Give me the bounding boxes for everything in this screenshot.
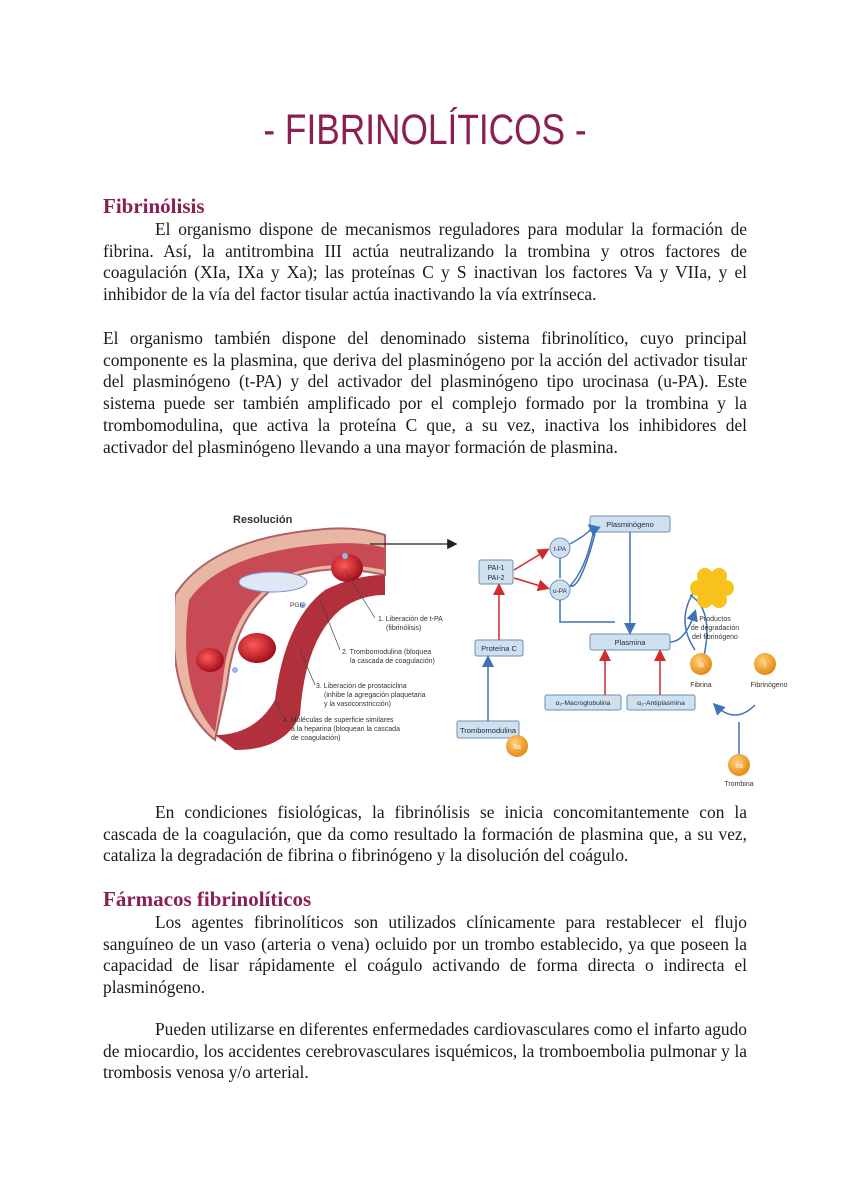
productos-label-3: del fibrinógeno [692, 634, 738, 641]
fibrinogeno-label: Fibrinógeno [750, 682, 788, 689]
section-heading-farmacos: Fármacos fibrinolíticos [103, 887, 312, 911]
vessel-label-4c: de coagulación) [291, 735, 341, 742]
fibrinolysis-figure [175, 500, 795, 795]
vessel-label-4a: 4. Moléculas de superficie similares [283, 717, 394, 724]
paragraph-usos-clinicos: Pueden utilizarse en diferentes enfermedades cardiovasculares como el infarto agudo de miocardio, los accidentes cerebrovasculares isquémicos, la tromboembolia pulmonar y la trombosis venosa y/o arterial. [103, 1019, 747, 1083]
vessel-label-1b: (fibrinólisis) [386, 625, 422, 632]
trombomodulina-label: Trombomodulina [460, 726, 516, 735]
i-label: I [764, 662, 766, 669]
vessel-label-3b: (inhibe la agregación plaquetaria [324, 692, 426, 699]
vessel-label-1a: 1. Liberación de t-PA [378, 616, 443, 623]
macroglobulina-label: α₂-Macroglobulina [555, 700, 611, 707]
antiplasmina-label: α₂-Antiplasmina [637, 700, 685, 707]
ia-label: Ia [698, 662, 704, 669]
paragraph-mecanismos: El organismo dispone de mecanismos reguladores para modular la formación de fibrina. Así, la antitrombina III actúa neutralizando la trombina y otros factores de coagulación (XIa, IXa y Xa); las proteínas C y S inactivan los factores Va y VIIa, y el inhibidor de la vía del factor tisular actúa inactivando la vía extrínseca. [103, 219, 747, 305]
pai2-label: PAI-2 [487, 575, 505, 582]
vessel-label-3a: 3. Liberación de prostaciclina [316, 683, 407, 690]
fibrina-label: Fibrina [690, 682, 712, 689]
vessel-label-4b: a la heparina (bloquean la cascada [291, 726, 400, 733]
vessel-label-3c: y la vasoconstricción) [324, 701, 391, 708]
iia-thrombin-label: IIa [735, 763, 743, 770]
page-title: - FIBRINOLÍTICOS - [263, 106, 587, 154]
proteina-c-label: Proteína C [481, 644, 517, 653]
productos-label-1: Productos [699, 616, 731, 623]
figure-title: Resolución [233, 514, 293, 526]
section-heading-fibrinolisis: Fibrinólisis [103, 194, 205, 218]
pai1-label: PAI-1 [487, 565, 505, 572]
iia-label: IIa [513, 744, 521, 751]
paragraph-agentes-fibrinoliticos: Los agentes fibrinolíticos son utilizados clínicamente para restablecer el flujo sanguíneo de un vaso (arteria o vena) ocluido por un trombo establecido, ya que poseen la capacidad de lisar rápidamente el coágulo activando de forma directa o indirecta el plasminógeno. [103, 912, 747, 998]
trombina-label: Trombina [724, 781, 754, 788]
productos-label-2: de degradación [690, 625, 740, 632]
tpa-label: t-PA [553, 546, 567, 553]
upa-label: u-PA [553, 588, 567, 595]
plasmina-label: Plasmina [614, 638, 646, 647]
vessel-label-2b: la cascada de coagulación) [350, 658, 435, 665]
degradation-products-cluster [690, 568, 734, 608]
pgi2-label: PGI₂ [290, 602, 304, 609]
vessel-label-2a: 2. Trombomodulina (bloquea [342, 649, 432, 656]
paragraph-condiciones-fisiologicas: En condiciones fisiológicas, la fibrinólisis se inicia concomitantemente con la cascada de la coagulación, que da como resultado la formación de plasmina que, a su vez, cataliza la degradación de fibrina o fibrinógeno y la disolución del coágulo. [103, 802, 747, 866]
paragraph-sistema-fibrinolitico: El organismo también dispone del denominado sistema fibrinolítico, cuyo principal componente es la plasmina, que deriva del plasminógeno por la acción del activador tisular del plasminógeno (t-PA) y del activador del plasminógeno tipo urocinasa (u-PA). Este sistema puede ser también amplificado por el complejo formado por la trombina y la trombomodulina, que activa la proteína C que, a su vez, inactiva los inhibidores del activador del plasminógeno llevando a una mayor formación de plasmina. [103, 328, 747, 457]
plasminogeno-label: Plasminógeno [606, 520, 654, 529]
